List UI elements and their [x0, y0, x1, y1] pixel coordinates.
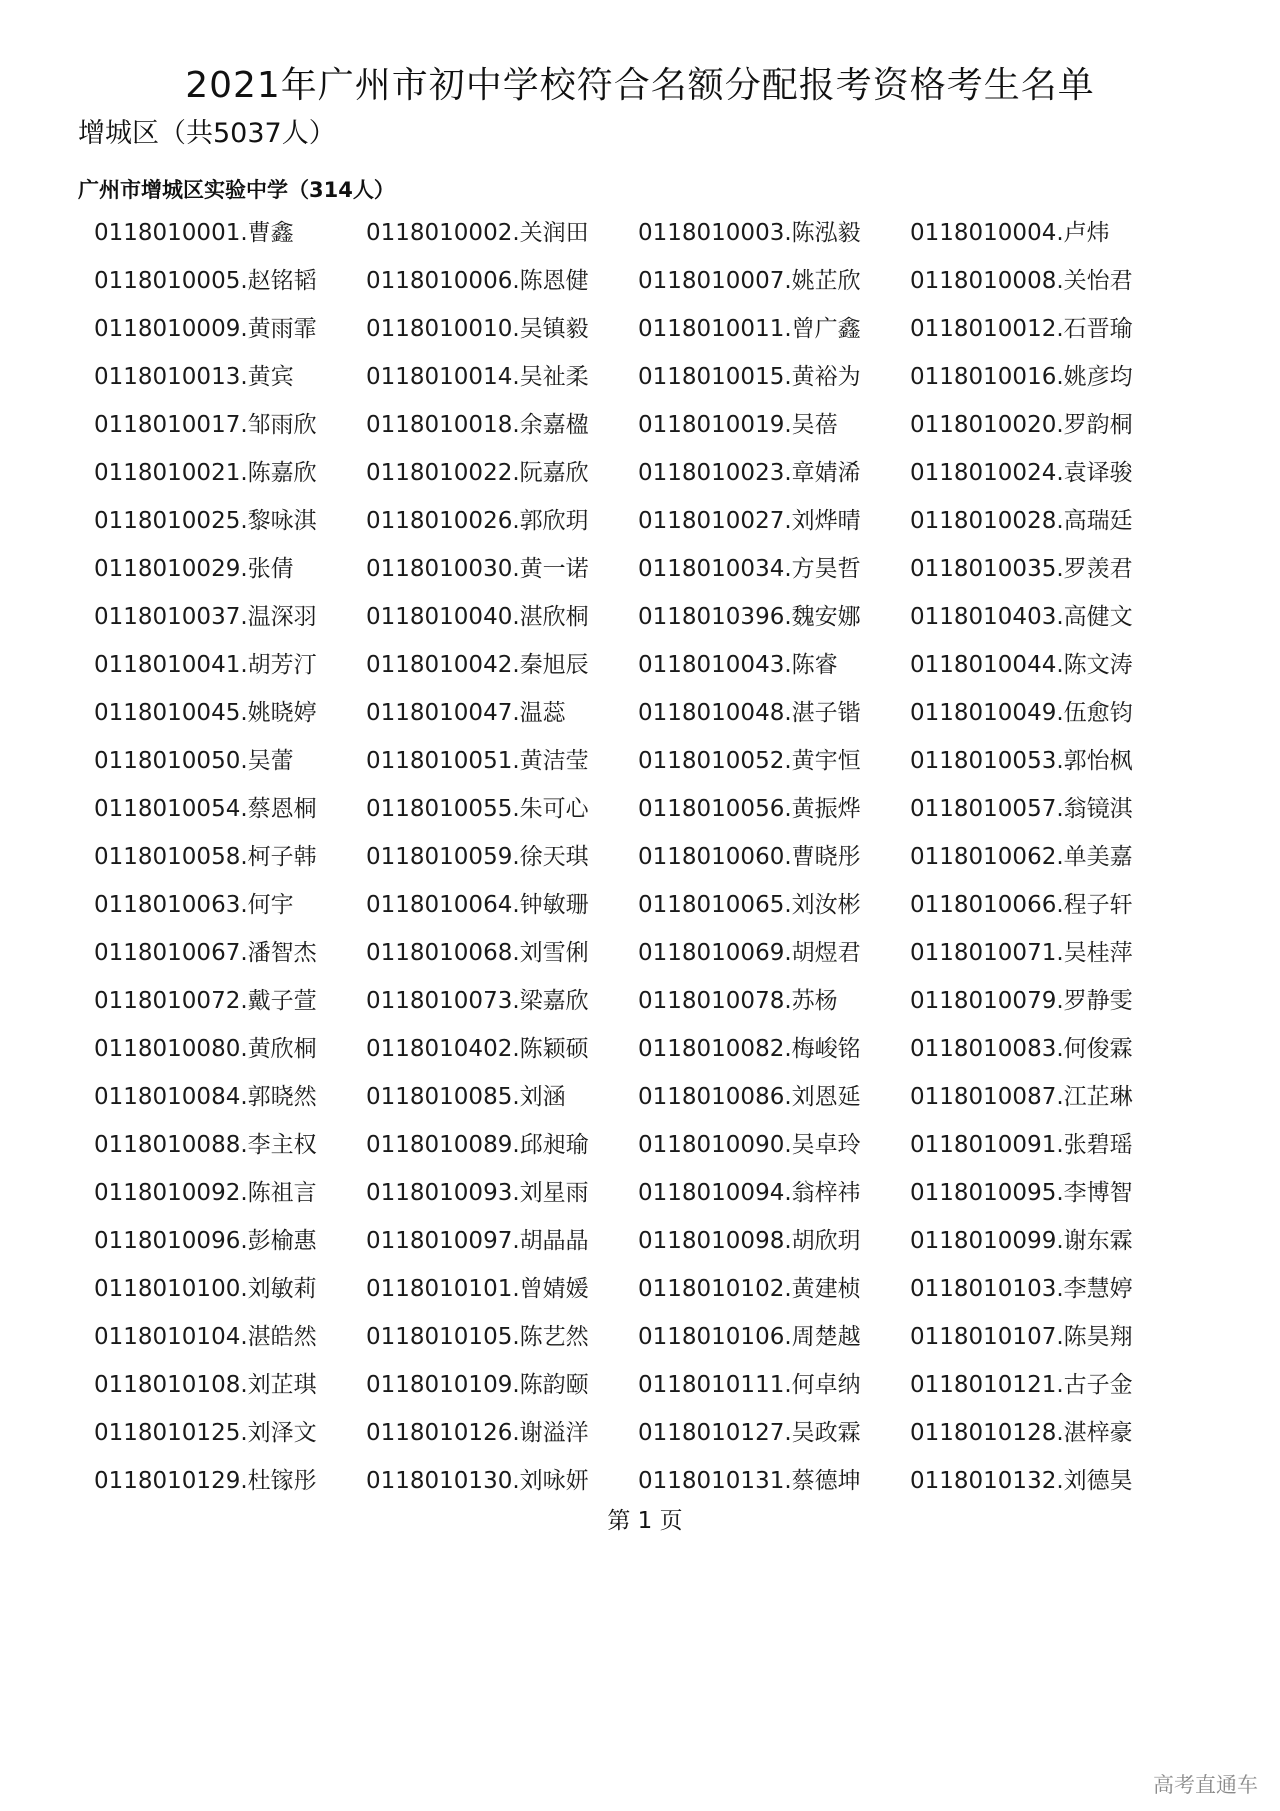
student-entry: 0118010014.吴祉柔: [366, 364, 589, 390]
student-entry: 0118010096.彭榆惠: [94, 1228, 317, 1254]
student-entry: 0118010058.柯子韩: [94, 844, 317, 870]
student-entry: 0118010011.曾广鑫: [638, 316, 861, 342]
student-entry: 0118010088.李主权: [94, 1132, 317, 1158]
student-entry: 0118010104.湛皓然: [94, 1324, 317, 1350]
student-entry: 0118010016.姚彦均: [910, 364, 1133, 390]
student-entry: 0118010083.何俊霖: [910, 1036, 1133, 1062]
school-heading: 广州市增城区实验中学（314人）: [78, 178, 395, 202]
student-entry: 0118010027.刘烨晴: [638, 508, 861, 534]
student-entry: 0118010068.刘雪俐: [366, 940, 589, 966]
student-entry: 0118010071.吴桂萍: [910, 940, 1133, 966]
student-entry: 0118010055.朱可心: [366, 796, 589, 822]
page-number: 第 1 页: [607, 1508, 683, 1534]
student-entry: 0118010084.郭晓然: [94, 1084, 317, 1110]
student-entry: 0118010015.黄裕为: [638, 364, 861, 390]
student-entry: 0118010025.黎咏淇: [94, 508, 317, 534]
student-entry: 0118010403.高健文: [910, 604, 1133, 630]
student-entry: 0118010045.姚晓婷: [94, 700, 317, 726]
student-entry: 0118010111.何卓纳: [638, 1372, 861, 1398]
student-entry: 0118010064.钟敏珊: [366, 892, 589, 918]
student-entry: 0118010003.陈泓毅: [638, 220, 861, 246]
student-entry: 0118010130.刘咏妍: [366, 1468, 589, 1494]
student-entry: 0118010128.湛梓豪: [910, 1420, 1133, 1446]
student-entry: 0118010028.高瑞廷: [910, 508, 1133, 534]
student-entry: 0118010010.吴镇毅: [366, 316, 589, 342]
student-entry: 0118010099.谢东霖: [910, 1228, 1133, 1254]
student-entry: 0118010059.徐天琪: [366, 844, 589, 870]
student-entry: 0118010020.罗韵桐: [910, 412, 1133, 438]
student-list: [94, 215, 1184, 1511]
student-entry: 0118010047.温蕊: [366, 700, 566, 726]
student-entry: 0118010092.陈祖言: [94, 1180, 317, 1206]
student-entry: 0118010050.吴蕾: [94, 748, 294, 774]
student-entry: 0118010053.郭怡枫: [910, 748, 1133, 774]
student-entry: 0118010103.李慧婷: [910, 1276, 1133, 1302]
student-entry: 0118010093.刘星雨: [366, 1180, 589, 1206]
student-entry: 0118010094.翁梓祎: [638, 1180, 861, 1206]
student-entry: 0118010044.陈文涛: [910, 652, 1133, 678]
student-entry: 0118010091.张碧瑶: [910, 1132, 1133, 1158]
student-entry: 0118010107.陈昊翔: [910, 1324, 1133, 1350]
student-entry: 0118010006.陈恩健: [366, 268, 589, 294]
student-entry: 0118010129.杜镓彤: [94, 1468, 317, 1494]
student-entry: 0118010105.陈艺然: [366, 1324, 589, 1350]
student-entry: 0118010052.黄宇恒: [638, 748, 861, 774]
document-title: 2021年广州市初中学校符合名额分配报考资格考生名单: [185, 65, 1095, 106]
student-entry: 0118010048.湛子锴: [638, 700, 861, 726]
student-entry: 0118010043.陈睿: [638, 652, 838, 678]
student-entry: 0118010023.章婧浠: [638, 460, 861, 486]
student-entry: 0118010078.苏杨: [638, 988, 838, 1014]
student-entry: 0118010024.袁译骏: [910, 460, 1133, 486]
student-entry: 0118010029.张倩: [94, 556, 294, 582]
student-entry: 0118010087.江芷琳: [910, 1084, 1133, 1110]
student-entry: 0118010007.姚芷欣: [638, 268, 861, 294]
student-entry: 0118010121.古子金: [910, 1372, 1133, 1398]
student-entry: 0118010080.黄欣桐: [94, 1036, 317, 1062]
student-entry: 0118010005.赵铭韬: [94, 268, 317, 294]
student-entry: 0118010108.刘芷琪: [94, 1372, 317, 1398]
student-entry: 0118010040.湛欣桐: [366, 604, 589, 630]
student-entry: 0118010095.李博智: [910, 1180, 1133, 1206]
student-entry: 0118010042.秦旭辰: [366, 652, 589, 678]
student-entry: 0118010018.余嘉楹: [366, 412, 589, 438]
student-entry: 0118010063.何宇: [94, 892, 294, 918]
student-entry: 0118010049.伍愈钧: [910, 700, 1133, 726]
student-entry: 0118010079.罗静雯: [910, 988, 1133, 1014]
student-entry: 0118010065.刘汝彬: [638, 892, 861, 918]
student-entry: 0118010085.刘涵: [366, 1084, 566, 1110]
student-entry: 0118010100.刘敏莉: [94, 1276, 317, 1302]
student-entry: 0118010067.潘智杰: [94, 940, 317, 966]
student-entry: 0118010131.蔡德坤: [638, 1468, 861, 1494]
student-entry: 0118010013.黄宾: [94, 364, 294, 390]
student-entry: 0118010125.刘泽文: [94, 1420, 317, 1446]
student-entry: 0118010004.卢炜: [910, 220, 1110, 246]
student-entry: 0118010001.曹鑫: [94, 220, 294, 246]
student-entry: 0118010132.刘德昊: [910, 1468, 1133, 1494]
student-entry: 0118010035.罗羡君: [910, 556, 1133, 582]
student-entry: 0118010026.郭欣玥: [366, 508, 589, 534]
student-entry: 0118010030.黄一诺: [366, 556, 589, 582]
student-entry: 0118010008.关怡君: [910, 268, 1133, 294]
student-entry: 0118010054.蔡恩桐: [94, 796, 317, 822]
student-entry: 0118010396.魏安娜: [638, 604, 861, 630]
student-entry: 0118010086.刘恩延: [638, 1084, 861, 1110]
student-entry: 0118010062.单美嘉: [910, 844, 1133, 870]
student-entry: 0118010127.吴政霖: [638, 1420, 861, 1446]
student-entry: 0118010060.曹晓彤: [638, 844, 861, 870]
student-entry: 0118010066.程子轩: [910, 892, 1133, 918]
student-entry: 0118010126.谢溢洋: [366, 1420, 589, 1446]
district-heading: 增城区（共5037人）: [78, 118, 336, 149]
student-entry: 0118010073.梁嘉欣: [366, 988, 589, 1014]
student-entry: 0118010101.曾婧媛: [366, 1276, 589, 1302]
student-entry: 0118010098.胡欣玥: [638, 1228, 861, 1254]
student-entry: 0118010019.吴蓓: [638, 412, 838, 438]
student-entry: 0118010102.黄建桢: [638, 1276, 861, 1302]
student-entry: 0118010034.方昊哲: [638, 556, 861, 582]
student-entry: 0118010402.陈颖硕: [366, 1036, 589, 1062]
student-entry: 0118010089.邱昶瑜: [366, 1132, 589, 1158]
student-entry: 0118010041.胡芳汀: [94, 652, 317, 678]
student-entry: 0118010097.胡晶晶: [366, 1228, 589, 1254]
student-entry: 0118010051.黄洁莹: [366, 748, 589, 774]
student-entry: 0118010109.陈韵颐: [366, 1372, 589, 1398]
student-entry: 0118010072.戴子萱: [94, 988, 317, 1014]
student-entry: 0118010037.温深羽: [94, 604, 317, 630]
student-entry: 0118010021.陈嘉欣: [94, 460, 317, 486]
student-entry: 0118010002.关润田: [366, 220, 589, 246]
student-entry: 0118010106.周楚越: [638, 1324, 861, 1350]
student-entry: 0118010082.梅峻铭: [638, 1036, 861, 1062]
student-entry: 0118010069.胡煜君: [638, 940, 861, 966]
student-entry: 0118010057.翁镜淇: [910, 796, 1133, 822]
student-entry: 0118010022.阮嘉欣: [366, 460, 589, 486]
student-entry: 0118010009.黄雨霏: [94, 316, 317, 342]
watermark: 高考直通车: [1153, 1773, 1258, 1797]
student-entry: 0118010017.邹雨欣: [94, 412, 317, 438]
student-entry: 0118010090.吴卓玲: [638, 1132, 861, 1158]
student-entry: 0118010056.黄振烨: [638, 796, 861, 822]
student-entry: 0118010012.石晋瑜: [910, 316, 1133, 342]
